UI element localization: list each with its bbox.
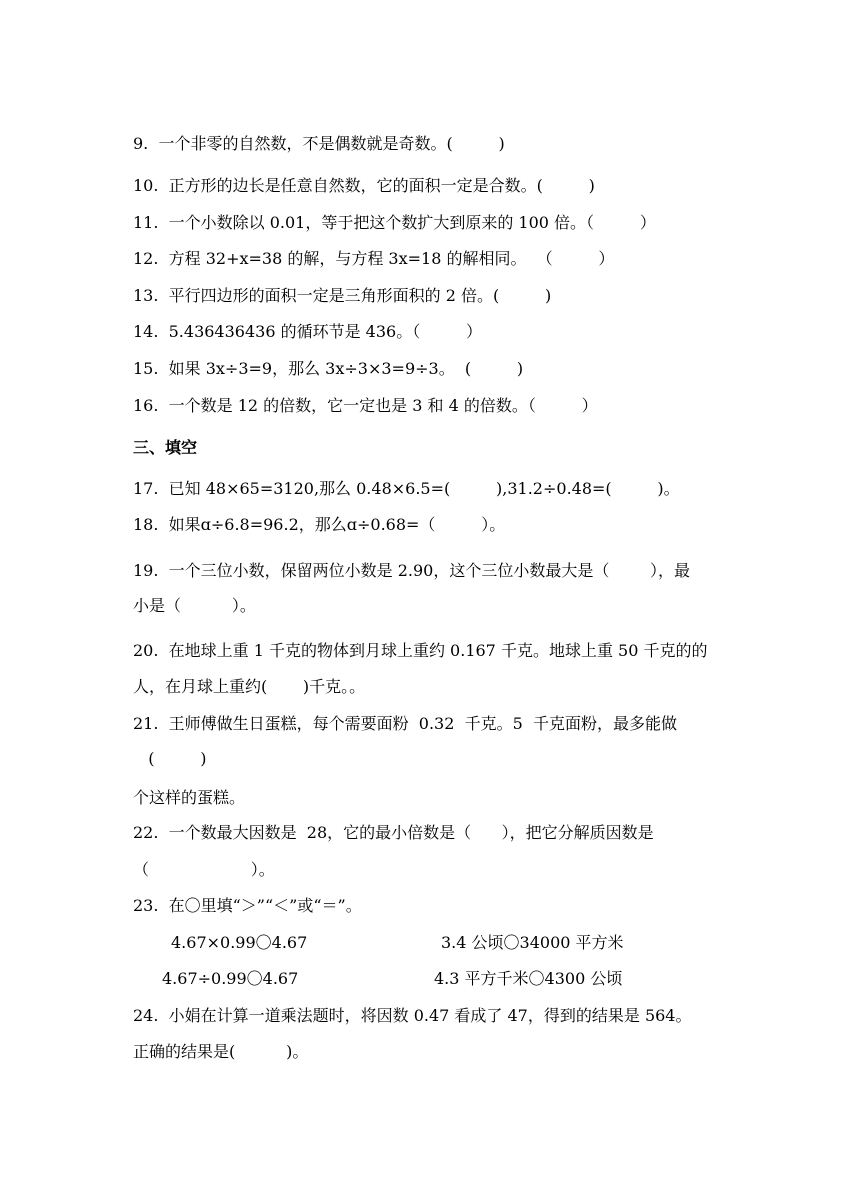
question-19-line2: 小是（ ）。: [133, 596, 256, 615]
compare-row1-left: 4.67×0.99〇4.67: [171, 933, 308, 952]
question-14: 14. 5.436436436 的循环节是 436。（ ）: [133, 322, 482, 341]
question-17: 17. 已知 48×65=3120,那么 0.48×6.5=( ),31.2÷0.48=( )。: [133, 479, 680, 498]
question-10: 10. 正方形的边长是任意自然数，它的面积一定是合数。( ): [133, 176, 595, 195]
question-22-line2: （ ）。: [133, 860, 275, 879]
question-18: 18. 如果ɑ÷6.8=96.2，那么ɑ÷0.68=（ ）。: [133, 515, 506, 534]
question-20-line1: 20. 在地球上重 1 千克的物体到月球上重约 0.167 千克。地球上重 50 千克的的: [133, 641, 708, 660]
question-19-line1: 19. 一个三位小数，保留两位小数是 2.90，这个三位小数最大是（ ），最: [133, 561, 691, 580]
question-13: 13. 平行四边形的面积一定是三角形面积的 2 倍。( ): [133, 286, 552, 305]
question-21-line3: 个这样的蛋糕。: [133, 788, 246, 807]
question-21-line2: ( ): [133, 749, 207, 768]
question-20-line2: 人，在月球上重约( )千克。。: [133, 677, 366, 696]
question-22-line1: 22. 一个数最大因数是 28，它的最小倍数是（ ），把它分解质因数是: [133, 823, 654, 842]
question-24-line1: 24. 小娟在计算一道乘法题时，将因数 0.47 看成了 47，得到的结果是 564。: [133, 1006, 692, 1025]
question-15: 15. 如果 3x÷3=9，那么 3x÷3×3=9÷3。 ( ): [133, 359, 524, 378]
compare-row2-right: 4.3 平方千米〇4300 公顷: [434, 969, 623, 988]
question-11: 11. 一个小数除以 0.01，等于把这个数扩大到原来的 100 倍。（ ）: [133, 213, 656, 232]
question-23: 23. 在〇里填“＞”“＜”或“＝”。: [133, 896, 362, 915]
question-16: 16. 一个数是 12 的倍数，它一定也是 3 和 4 的倍数。（ ）: [133, 396, 598, 415]
question-24-line2: 正确的结果是( )。: [133, 1042, 309, 1061]
compare-row2-left: 4.67÷0.99〇4.67: [162, 969, 299, 988]
question-21-line1: 21. 王师傅做生日蛋糕，每个需要面粉 0.32 千克。5 千克面粉，最多能做: [133, 714, 677, 733]
section-heading: 三、填空: [133, 438, 198, 457]
question-9: 9. 一个非零的自然数，不是偶数就是奇数。( ): [133, 134, 505, 153]
compare-row1-right: 3.4 公顷〇34000 平方米: [441, 933, 624, 952]
question-12: 12. 方程 32+x=38 的解，与方程 3x=18 的解相同。 （ ）: [133, 249, 615, 268]
